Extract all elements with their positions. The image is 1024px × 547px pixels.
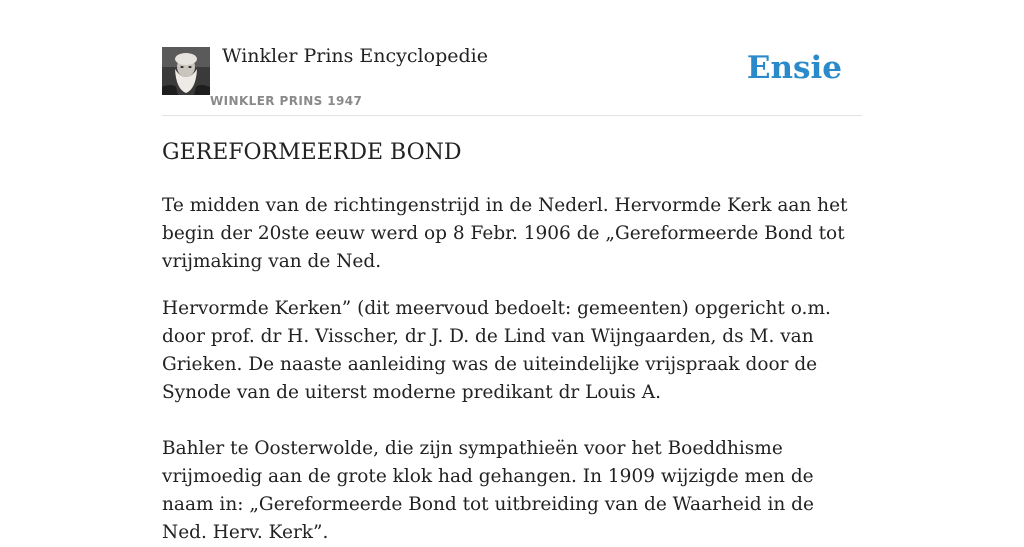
article-paragraph-1: Te midden van de richtingenstrijd in de Nederl. Hervormde Kerk aan het begin der 20ste eeuw werd op 8 Febr. 1906 de „Gereformeerde Bond tot vrijmaking van de Ned. — [162, 195, 848, 272]
edition-label[interactable]: WINKLER PRINS 1947 — [210, 94, 363, 108]
header — [162, 0, 862, 116]
bearded-man-portrait-icon — [162, 47, 210, 95]
site-title[interactable]: Winkler Prins Encyclopedie — [222, 45, 488, 67]
brand-logo[interactable]: Ensie — [746, 50, 842, 86]
article-title: GEREFORMEERDE BOND — [162, 140, 462, 165]
article-paragraph-3: Bahler te Oosterwolde, die zijn sympathieën voor het Boeddhisme vrijmoedig aan de grote klok had gehangen. In 1909 wijzigde men de naam in: „Gereformeerde Bond tot uitbreiding van de Waarheid in de Ned. Herv. Kerk”. — [162, 438, 814, 543]
article-paragraph-2: Hervormde Kerken” (dit meervoud bedoelt: gemeenten) opgericht o.m. door prof. dr H. Visscher, dr J. D. de Lind van Wijngaarden, ds M. van Grieken. De naaste aanleiding was de uiteindelijke vrijspraak door de Synode van de uiterst moderne predikant dr Louis A. — [162, 298, 831, 403]
avatar[interactable] — [162, 47, 210, 95]
